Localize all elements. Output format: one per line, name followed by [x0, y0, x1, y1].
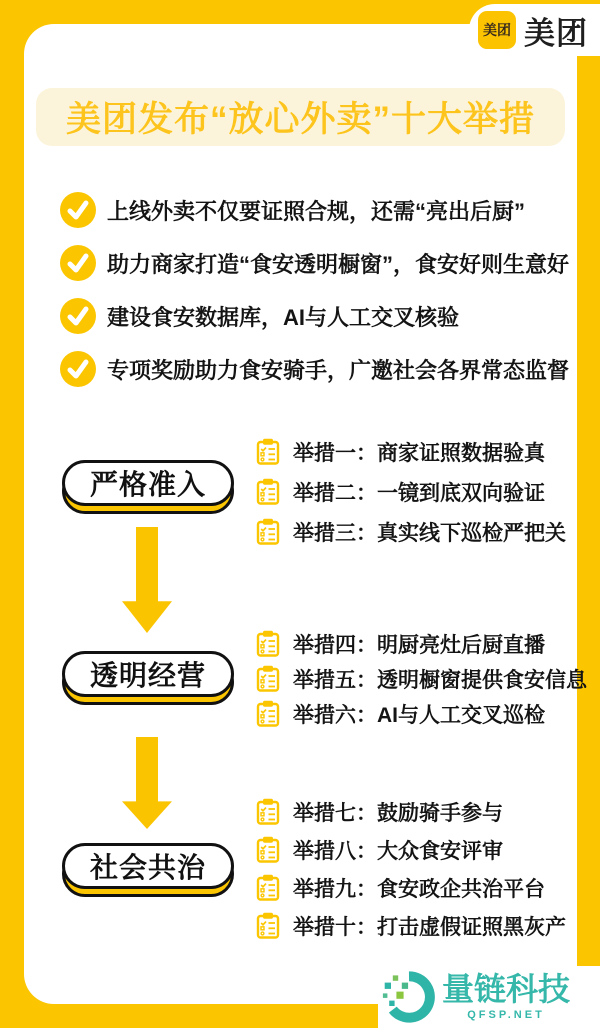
measure-text: 举措七：鼓励骑手参与: [293, 801, 503, 825]
measure-item: [256, 630, 587, 657]
clipboard-checklist-icon: [256, 438, 280, 465]
clipboard-checklist-icon: [256, 665, 280, 692]
highlight-item: [60, 351, 569, 387]
clipboard-checklist-icon: [256, 630, 280, 657]
clipboard-checklist-icon: [256, 836, 280, 863]
measure-text: 举措九：食安政企共治平台: [293, 877, 545, 901]
title-banner: [36, 88, 565, 146]
measure-item: [256, 518, 566, 545]
measure-text: 举措四：明厨亮灶后厨直播: [293, 633, 545, 657]
stage-label: 透明经营: [62, 651, 234, 697]
stage-pill-social-cogovernance: [62, 843, 234, 889]
check-icon: [60, 298, 96, 334]
content-card: [24, 24, 587, 1004]
measure-text: 举措二：一镜到底双向验证: [293, 481, 545, 505]
measure-text: 举措三：真实线下巡检严把关: [293, 521, 566, 545]
measure-text: 举措十：打击虚假证照黑灰产: [293, 915, 566, 939]
stage-pill-strict-entry: [62, 460, 234, 506]
measure-item: [256, 700, 587, 727]
watermark-site: QFSP.NET: [467, 1008, 545, 1021]
arrow-down-icon: [121, 737, 173, 829]
measure-item: [256, 798, 566, 825]
check-icon: [60, 351, 96, 387]
stage-label: 严格准入: [62, 460, 234, 506]
check-icon: [60, 192, 96, 228]
measures-list-social-cogovernance: [256, 798, 566, 939]
clipboard-checklist-icon: [256, 874, 280, 901]
highlight-item: [60, 245, 569, 281]
stage-pill-transparent-operation: [62, 651, 234, 697]
clipboard-checklist-icon: [256, 798, 280, 825]
measure-item: [256, 874, 566, 901]
measure-text: 举措五：透明橱窗提供食安信息: [293, 668, 587, 692]
check-icon: [60, 245, 96, 281]
highlights-list: [60, 192, 569, 387]
meituan-logo: [469, 4, 600, 56]
watermark: [378, 966, 600, 1028]
measure-item: [256, 665, 587, 692]
highlight-item: [60, 298, 569, 334]
measure-item: [256, 478, 566, 505]
clipboard-checklist-icon: [256, 912, 280, 939]
clipboard-checklist-icon: [256, 518, 280, 545]
highlight-item: [60, 192, 569, 228]
watermark-text: [442, 973, 570, 1021]
measure-item: [256, 912, 566, 939]
arrow-down-icon: [121, 527, 173, 633]
clipboard-checklist-icon: [256, 700, 280, 727]
highlight-text: 建设食安数据库，AI与人工交叉核验: [107, 304, 460, 330]
meituan-app-icon: 美团: [478, 11, 516, 49]
measures-list-strict-entry: [256, 438, 566, 545]
watermark-name: 量链科技: [442, 971, 571, 1008]
measure-text: 举措六：AI与人工交叉巡检: [293, 703, 545, 727]
page-title: 美团发布“放心外卖”十大举措: [65, 100, 535, 139]
highlight-text: 助力商家打造“食安透明橱窗”，食安好则生意好: [107, 251, 570, 277]
highlight-text: 上线外卖不仅要证照合规，还需“亮出后厨”: [107, 198, 526, 224]
meituan-wordmark: 美团: [524, 15, 588, 51]
highlight-text: 专项奖励助力食安骑手，广邀社会各界常态监督: [107, 357, 570, 383]
measure-text: 举措八：大众食安评审: [293, 839, 503, 863]
measure-item: [256, 438, 566, 465]
measures-list-transparent-operation: [256, 630, 587, 727]
measure-text: 举措一：商家证照数据验真: [293, 441, 545, 465]
watermark-logo-icon: [382, 970, 436, 1024]
stage-label: 社会共治: [62, 843, 234, 889]
measure-item: [256, 836, 566, 863]
clipboard-checklist-icon: [256, 478, 280, 505]
